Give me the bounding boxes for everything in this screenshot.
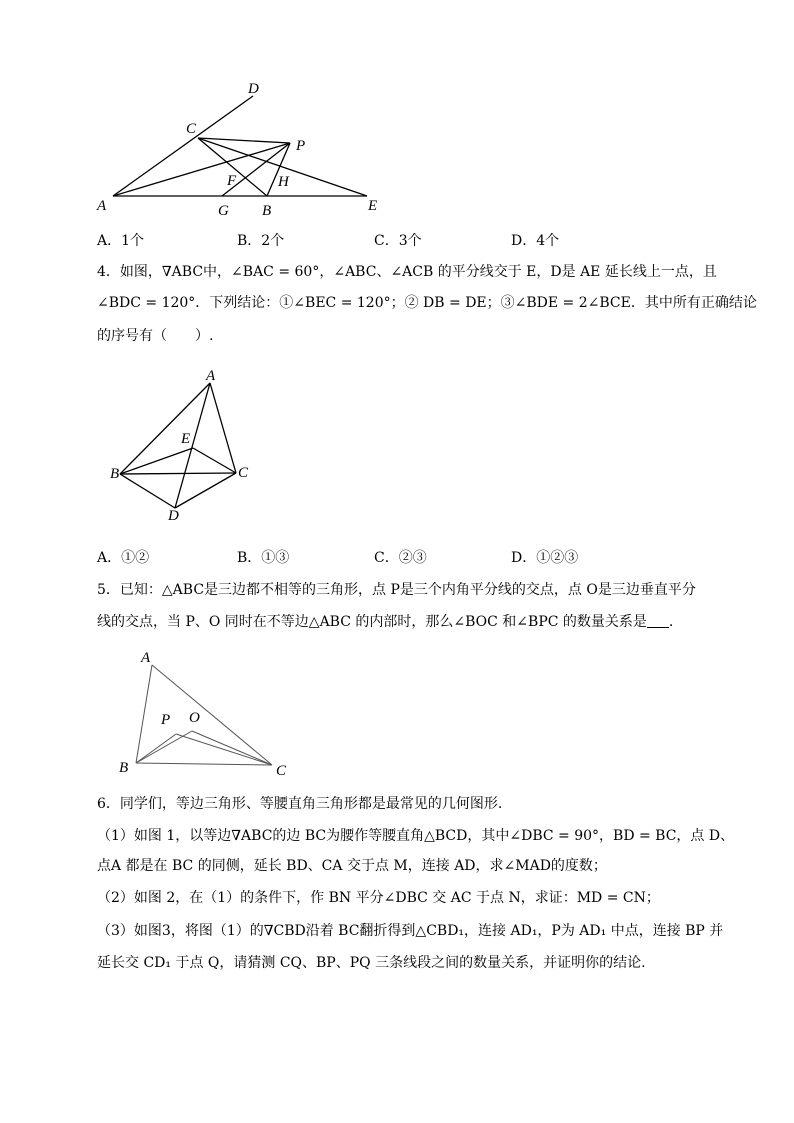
segment-BC bbox=[120, 473, 236, 474]
label-G: G bbox=[218, 203, 229, 219]
label-A: A bbox=[206, 368, 216, 384]
label-C: C bbox=[276, 763, 287, 779]
q6-line-4: （2）如图 2，在（1）的条件下，作 BN 平分∠DBC 交 AC 于点 N，求证：MD = CN； bbox=[97, 890, 660, 906]
label-B: B bbox=[262, 203, 272, 219]
q5-line-2 bbox=[97, 612, 673, 632]
label-B: B bbox=[119, 760, 129, 776]
label-E: E bbox=[181, 431, 191, 447]
label-P: P bbox=[161, 712, 171, 728]
figure-4-diagram bbox=[105, 368, 265, 528]
label-H: H bbox=[278, 174, 289, 190]
q5-line-1: 5．已知：△ABC是三边都不相等的三角形，点 P是三个内角平分线的交点，点 O是三边垂直平分 bbox=[97, 582, 696, 598]
segment-AB bbox=[136, 665, 152, 763]
figure-5-diagram bbox=[110, 645, 295, 780]
q6-line-5: （3）如图3，将图（1）的∇CBD沿着 BC翻折得到△CBD₁，连接 AD₁，P为 AD₁ 中点，连接 BP 并 bbox=[97, 923, 724, 939]
label-D: D bbox=[168, 508, 179, 524]
q6-line-6: 延长交 CD₁ 于点 Q，请猜测 CQ、BP、PQ 三条线段之间的数量关系，并证明你的结论. bbox=[97, 955, 646, 971]
q4-line-3: 的序号有（ ）. bbox=[97, 328, 214, 344]
segment-BD bbox=[120, 474, 175, 508]
q4-line-1: 4．如图，∇ABC中，∠BAC = 60°，∠ABC、∠ACB 的平分线交于 E，D是 AE 延长线上一点，且 bbox=[97, 264, 717, 280]
label-C: C bbox=[238, 465, 249, 481]
q5-line-2-text: 线的交点，当 P、O 同时在不等边△ABC 的内部时，那么∠BOC 和∠BPC 的数量关系是 bbox=[97, 614, 647, 630]
label-F: F bbox=[227, 173, 237, 189]
label-C: C bbox=[186, 121, 197, 137]
q3-option-a: A．1个 bbox=[97, 233, 145, 249]
segment-CD bbox=[175, 473, 236, 508]
segment-AP bbox=[113, 143, 290, 196]
q3-option-d: D．4个 bbox=[511, 233, 560, 249]
q6-line-3: 点A 都是在 BC 的同侧，延长 BD、CA 交于点 M，连接 AD，求∠MAD的度数； bbox=[97, 858, 607, 874]
q6-line-1: 6．同学们，等边三角形、等腰直角三角形都是最常见的几何图形. bbox=[97, 796, 503, 812]
q4-option-d: D．①②③ bbox=[511, 550, 579, 566]
q4-option-c: C．②③ bbox=[374, 550, 427, 566]
q3-option-b: B．2个 bbox=[237, 233, 285, 249]
q6-line-2: （1）如图 1，以等边∇ABC的边 BC为腰作等腰直角△BCD，其中∠DBC = 90°，BD = BC，点 D、 bbox=[97, 828, 735, 844]
segment-BO bbox=[136, 731, 192, 763]
label-B: B bbox=[110, 466, 120, 482]
answer-blank bbox=[647, 613, 669, 628]
label-A: A bbox=[141, 650, 151, 666]
label-O: O bbox=[189, 710, 200, 726]
segment-BP bbox=[136, 734, 176, 763]
q4-option-b: B．①③ bbox=[237, 550, 290, 566]
label-E: E bbox=[368, 198, 378, 214]
label-P: P bbox=[296, 138, 306, 154]
q3-option-c: C．3个 bbox=[374, 233, 422, 249]
q5-line-2-end: . bbox=[668, 614, 674, 630]
segment-OC bbox=[192, 731, 272, 765]
segment-PC bbox=[176, 734, 272, 765]
label-D: D bbox=[248, 81, 259, 97]
segment-BC bbox=[136, 763, 272, 765]
label-A: A bbox=[97, 198, 107, 214]
figure-1-diagram bbox=[90, 78, 390, 220]
q4-line-2: ∠BDC = 120°．下列结论：①∠BEC = 120°；② DB = DE；③∠BDE = 2∠BCE．其中所有正确结论 bbox=[97, 295, 757, 311]
q4-option-a: A．①② bbox=[97, 550, 150, 566]
segment-AB bbox=[120, 383, 210, 474]
segment-BE bbox=[120, 448, 193, 474]
